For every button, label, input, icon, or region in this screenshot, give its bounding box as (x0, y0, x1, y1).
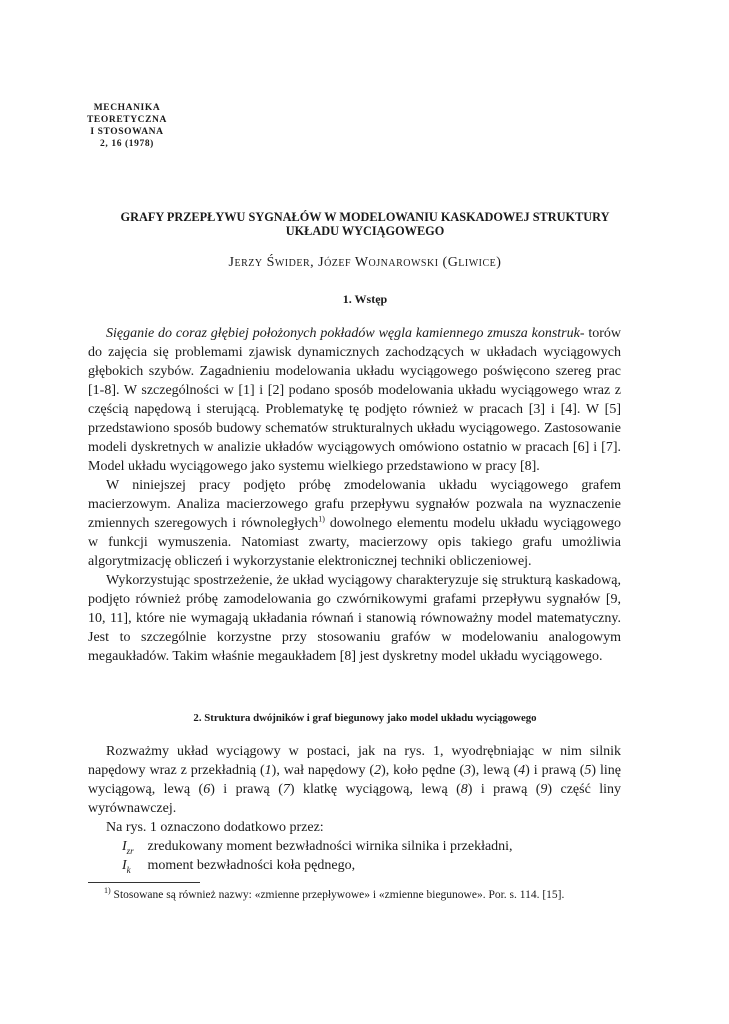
paragraph-text: ) linę wyciągową, lewą ( (88, 763, 621, 797)
paragraph (88, 742, 621, 818)
element-number: 4 (518, 763, 526, 778)
paragraph-text: ), lewą ( (471, 763, 519, 778)
title-line: GRAFY PRZEPŁYWU SYGNAŁÓW W MODELOWANIU KASKADOWEJ STRUKTURY (120, 210, 610, 224)
section-heading: 1. Wstęp (342, 292, 388, 306)
footnote-text: Stosowane są również nazwy: «zmienne przepływowe» i «zmienne biegunowe». Por. s. 114. [15]. (110, 889, 565, 901)
journal-header (82, 102, 172, 150)
element-number: 7 (282, 782, 290, 797)
title-line: UKŁADU WYCIĄGOWEGO (285, 224, 445, 238)
paragraph-text: torów do zajęcia się problemami zjawisk dynamicznych zachodzących w układach wyciągowych głębokich szybów. Zagadnieniu modelowania układu wyciągowego poświęcono szereg prac [1-8]. W szczególności w [1] i [2] podano sposób modelowania układu wyciągowego wraz z częścią napędową i sterującą. Problematykę tę podjęto również w pracach [3] i [4]. W [5] przedstawiono sposób budowy schematów strukturalnych układu wyciągowego. Zastosowanie modeli dyskretnych w analizie układów wyciągowych omówiono ostatnio w pracach [6] i [7]. Model układu wyciągowego jako systemu wielkiego przedstawiono w pracy [8]. (88, 326, 621, 474)
paragraph (88, 476, 621, 571)
symbol (122, 837, 144, 856)
italic-opening: Sięganie do coraz głębiej położonych pokładów węgla kamiennego zmusza konstruk- (106, 326, 585, 341)
paragraph (88, 571, 621, 666)
paragraph-text: dowolnego elementu modelu układu wyciągowego w funkcji wymuszenia. Natomiast zwarty, macierzowy opis takiego grafu umożliwia algorytmizację obliczeń i wykorzystanie elektronicznej techniki obliczeniowej. (88, 516, 621, 569)
element-number: 2 (374, 763, 382, 778)
symbol-definitions (88, 837, 621, 875)
element-number: 8 (460, 782, 468, 797)
paragraph-text: ) klatkę wyciągową, lewą ( (289, 782, 461, 797)
symbol (122, 856, 144, 875)
element-number: 3 (464, 763, 472, 778)
footnote-divider (88, 882, 200, 883)
symbol-subscript: k (126, 864, 131, 875)
paragraph-text: ) część liny wyrównawczej. (88, 782, 622, 816)
paragraph-text: ) i prawą ( (525, 763, 585, 778)
paragraph (88, 324, 621, 476)
symbol-letter: I (122, 839, 127, 854)
journal-name-line: TEORETYCZNA (87, 115, 167, 125)
element-number: 1 (264, 763, 272, 778)
journal-name-line: I STOSOWANA (90, 127, 164, 137)
paragraph-text: ), koło pędne ( (381, 763, 465, 778)
definition-item (88, 837, 621, 856)
section-body (88, 324, 621, 666)
element-number: 6 (203, 782, 211, 797)
element-number: 9 (540, 782, 548, 797)
paragraph-text: Rozważmy układ wyciągowy w postaci, jak na rys. 1, wyodrębniając w nim silnik napędowy wraz z przekładnią ( (88, 744, 621, 778)
footnote (104, 888, 624, 902)
authors: Jerzy Świder, Józef Wojnarowski (Gliwice) (228, 255, 502, 270)
element-number: 5 (584, 763, 592, 778)
paragraph-text: ) i prawą ( (210, 782, 283, 797)
section-body (88, 742, 621, 875)
journal-issue: 2, 16 (1978) (100, 139, 154, 149)
symbol-subscript: zr (126, 845, 134, 856)
definition-text: zredukowany moment bezwładności wirnika silnika i przekładni, (147, 839, 513, 854)
paragraph-text: ), wał napędowy ( (271, 763, 375, 778)
definition-item (88, 856, 621, 875)
section-heading: 2. Struktura dwójników i graf biegunowy jako model układu wyciągowego (193, 712, 537, 724)
journal-name-line: MECHANIKA (93, 103, 161, 113)
paragraph-text: Wykorzystując spostrzeżenie, że układ wyciągowy charakteryzuje się strukturą kaskadową, podjęto również próbę zamodelowania go czwórnikowymi grafami przepływu sygnałów [9, 10, 11], które nie wymagają układania równań i stanowią równoważny model matematyczny. Jest to szczególnie korzystne przy stosowaniu grafów w modelowaniu analogowym megaukładów. Takim właśnie megaukładem [8] jest dyskretny model układu wyciągowego. (88, 573, 621, 664)
paragraph: Na rys. 1 oznaczono dodatkowo przez: (106, 820, 324, 835)
paper-title (80, 210, 650, 238)
paragraph-text: W niniejszej pracy podjęto próbę zmodelowania układu wyciągowego grafem macierzowym. Analiza macierzowego grafu przepływu sygnałów pozwala na wyznaczenie zmiennych szeregowych i równoległych (88, 478, 621, 531)
footnote-mark: 1) (104, 886, 111, 896)
paragraph-text: ) i prawą ( (467, 782, 541, 797)
definition-text: moment bezwładności koła pędnego, (147, 858, 356, 873)
symbol-letter: I (122, 858, 127, 873)
footnote-ref: 1) (318, 514, 325, 524)
